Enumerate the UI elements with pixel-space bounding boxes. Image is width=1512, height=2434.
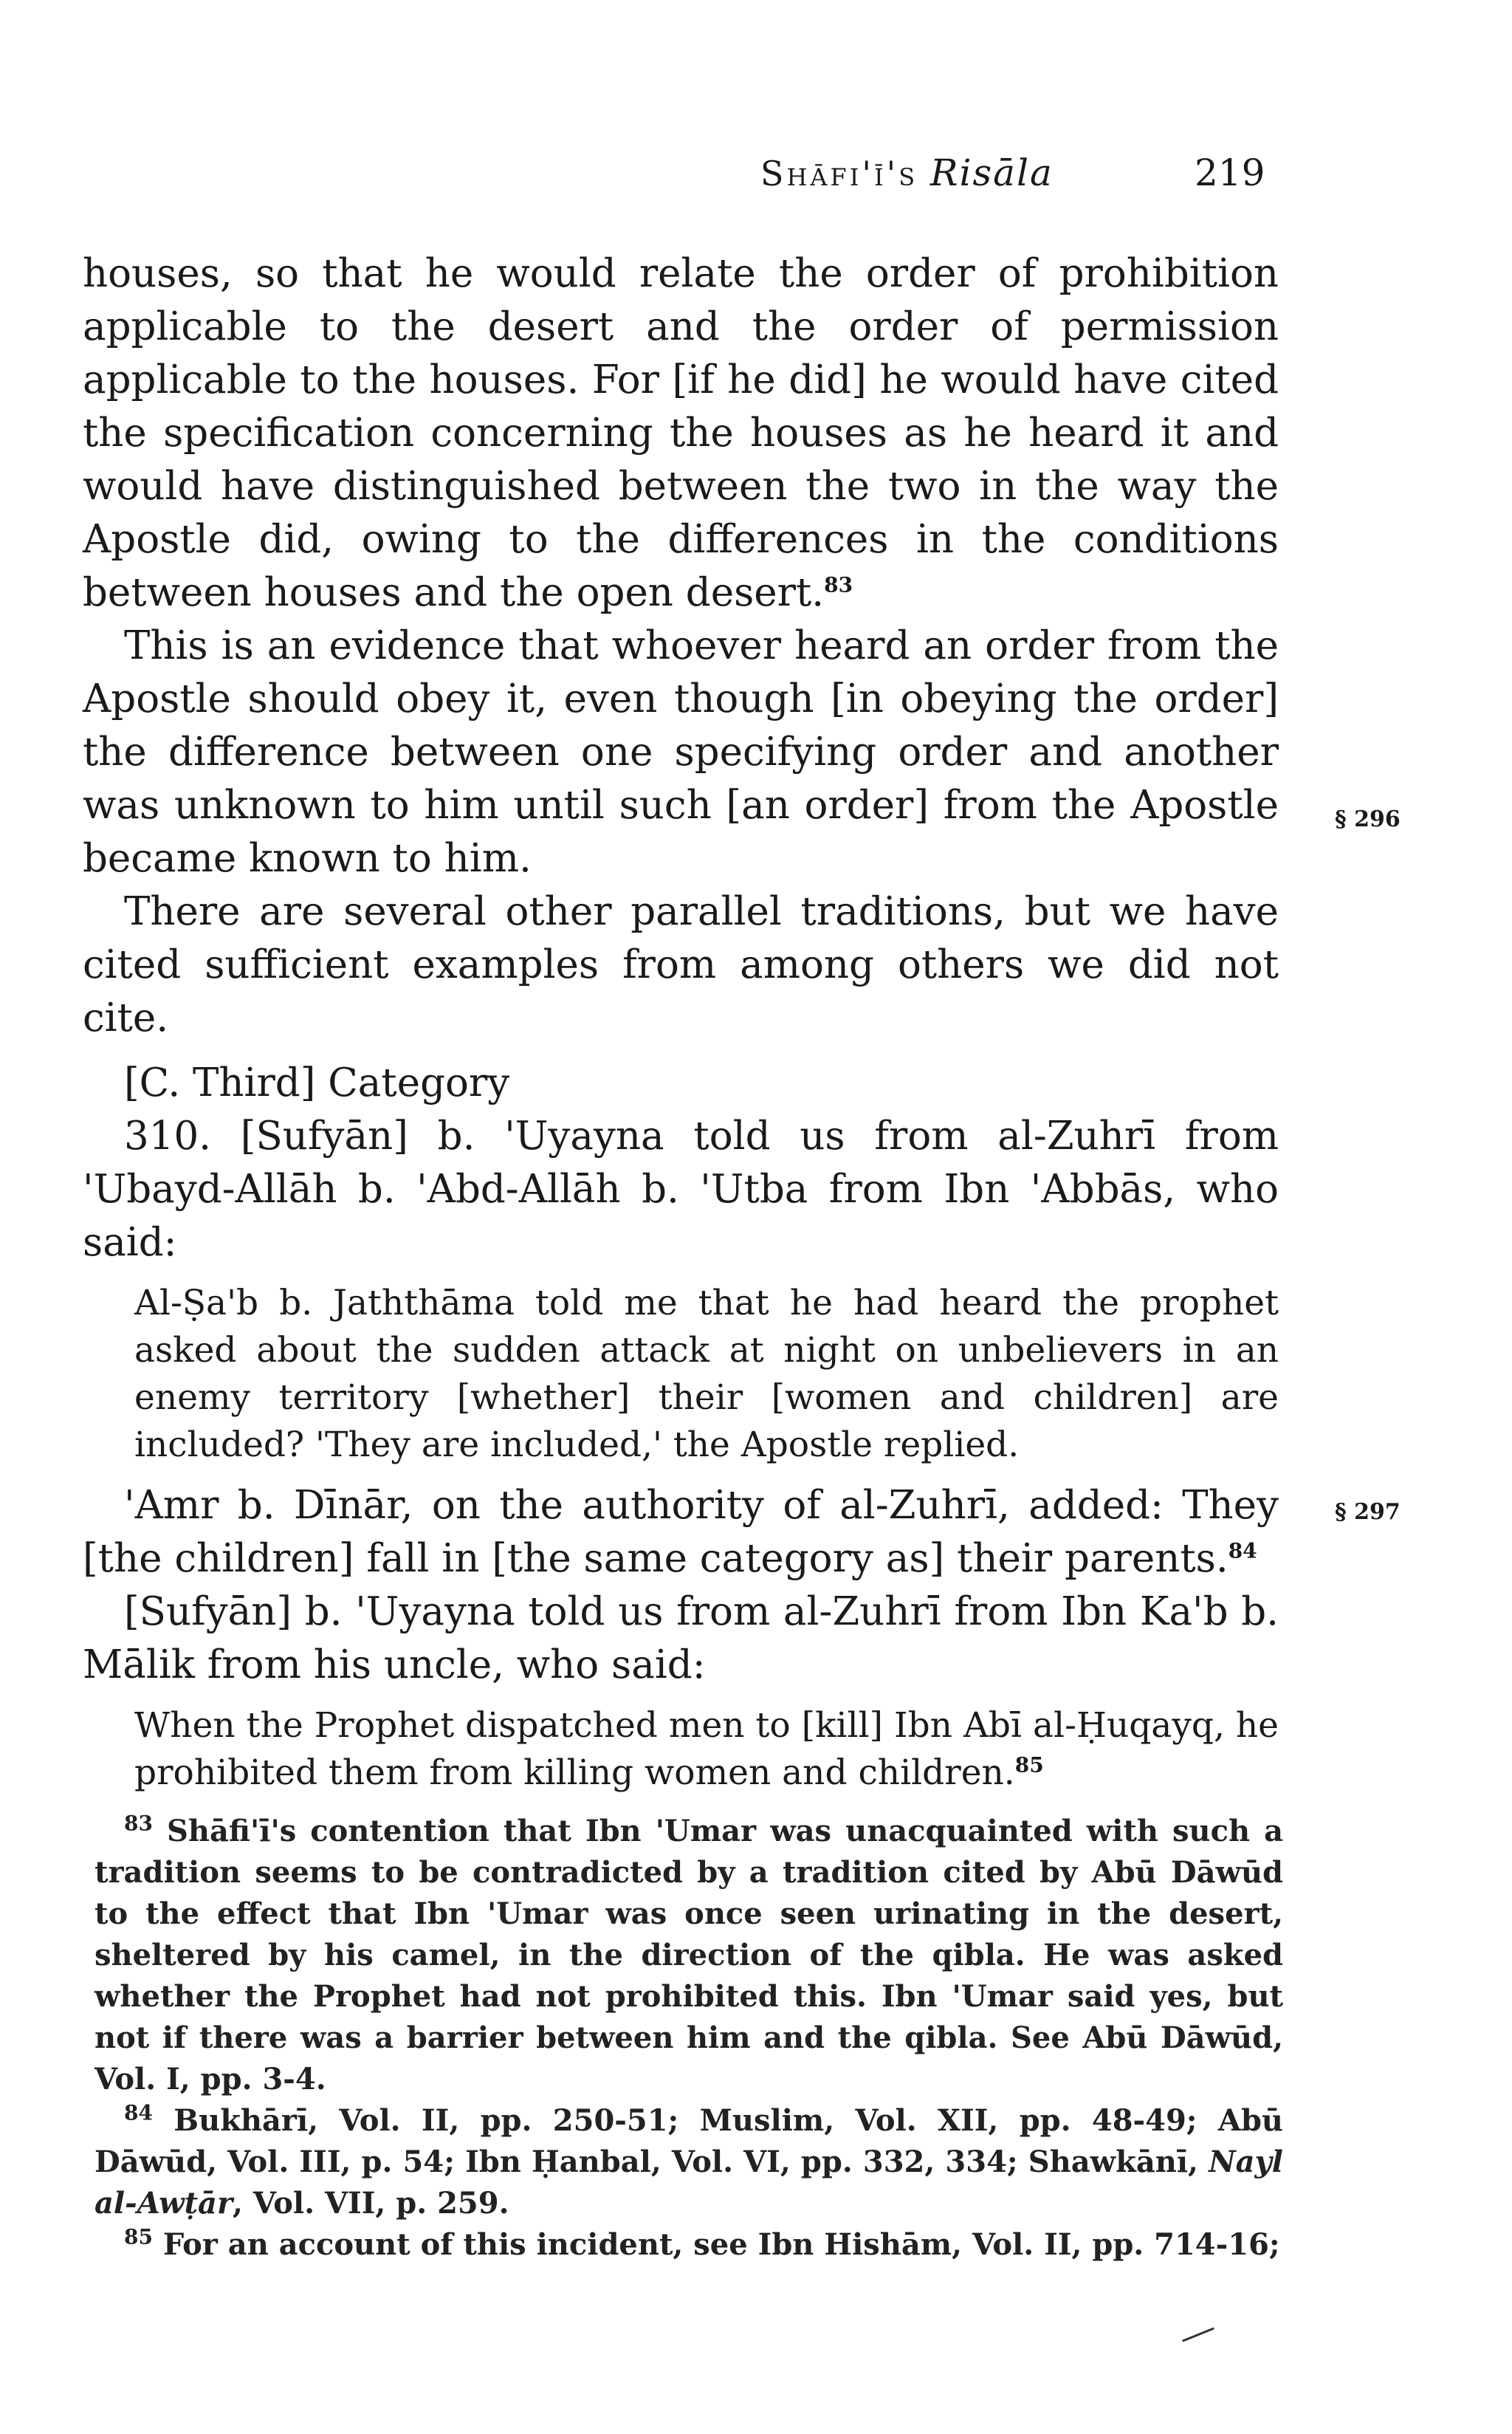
paragraph <box>83 247 1279 620</box>
footnote <box>94 1811 1283 2100</box>
section-heading: [C. Third] Category <box>124 1060 510 1105</box>
footnote <box>94 2100 1283 2224</box>
running-title-work: Risāla <box>929 151 1054 194</box>
footnote-ref: 84 <box>1228 1538 1257 1563</box>
running-title-author: Shāfi'ī's <box>760 154 918 193</box>
ink-mark <box>1182 2327 1214 2342</box>
footnote-text: For an account of this incident, see Ibn Hishām, Vol. II, pp. 714-16; <box>162 2227 1280 2262</box>
block-quote: Al-Ṣa'b b. Jaththāma told me that he had heard the prophet asked about the sudden attack at night on unbelievers in an enemy territory [whether] their [women and children] are included? 'They are included,' the Apostle replied. <box>134 1283 1279 1465</box>
main-text <box>83 247 1279 1807</box>
quote-text: When the Prophet dispatched men to [kill] Ibn Abī al-Ḥuqayq, he prohibited them from killing women and children. <box>134 1705 1279 1793</box>
footnote-ref: 85 <box>1014 1752 1044 1777</box>
block-quote <box>134 1702 1279 1797</box>
footnote-text: Bukhārī, Vol. II, pp. 250-51; Muslim, Vol. XII, pp. 48-49; Abū Dāwūd, Vol. III, p. 54; Ibn Ḥanbal, Vol. VI, pp. 332, 334; Shawkānī, <box>94 2103 1283 2179</box>
footnote-text: , Vol. VII, p. 259. <box>233 2186 509 2221</box>
footnotes <box>94 1811 1283 2266</box>
page-number: 219 <box>1195 151 1265 194</box>
paragraph: There are several other parallel traditions, but we have cited sufficient examples from among others we did not cite. <box>83 889 1279 1041</box>
footnote <box>94 2224 1283 2266</box>
paragraph: This is an evidence that whoever heard an order from the Apostle should obey it, even though [in obeying the order] the difference between one specifying order and another was unknown to him until such [an order] from the Apostle became known to him. <box>83 623 1279 881</box>
paragraph-text: houses, so that he would relate the order of prohibition applicable to the desert and the order of permission applicable to the houses. For [if he did] he would have cited the specification concerning the houses as he heard it and would have distinguished between the two in the way the Apostle did, owing to the differences in the conditions between houses and the open desert. <box>83 251 1279 615</box>
footnote-mark: 83 <box>124 1811 153 1836</box>
paragraph <box>83 1479 1279 1585</box>
paragraph: [Sufyān] b. 'Uyayna told us from al-Zuhrī from Ibn Ka'b b. Mālik from his uncle, who said: <box>83 1589 1279 1687</box>
footnote-mark: 85 <box>124 2224 153 2249</box>
footnote-work-title: Nayl al-Awṭār <box>94 2145 1283 2221</box>
paragraph: 310. [Sufyān] b. 'Uyayna told us from al-Zuhrī from 'Ubayd-Allāh b. 'Abd-Allāh b. 'Utba from Ibn 'Abbās, who said: <box>83 1114 1279 1265</box>
paragraph-text: 'Amr b. Dīnār, on the authority of al-Zuhrī, added: They [the children] fall in [the same category as] their parents. <box>83 1483 1279 1581</box>
footnote-mark: 84 <box>124 2100 153 2125</box>
footnote-text: Shāfi'ī's contention that Ibn 'Umar was unacquainted with such a tradition seems to be contradicted by a tradition cited by Abū Dāwūd to the effect that Ibn 'Umar was once seen urinating in the desert, sheltered by his camel, in the direction of the qibla. He was asked whether the Prophet had not prohibited this. Ibn 'Umar said yes, but not if there was a barrier between him and the qibla. See Abū Dāwūd, Vol. I, pp. 3-4. <box>94 1814 1283 2097</box>
margin-section-note: § 296 <box>1335 806 1401 832</box>
margin-section-note: § 297 <box>1335 1499 1401 1525</box>
running-header <box>0 151 1277 203</box>
running-title <box>760 151 1054 194</box>
footnote-ref: 83 <box>824 572 853 597</box>
